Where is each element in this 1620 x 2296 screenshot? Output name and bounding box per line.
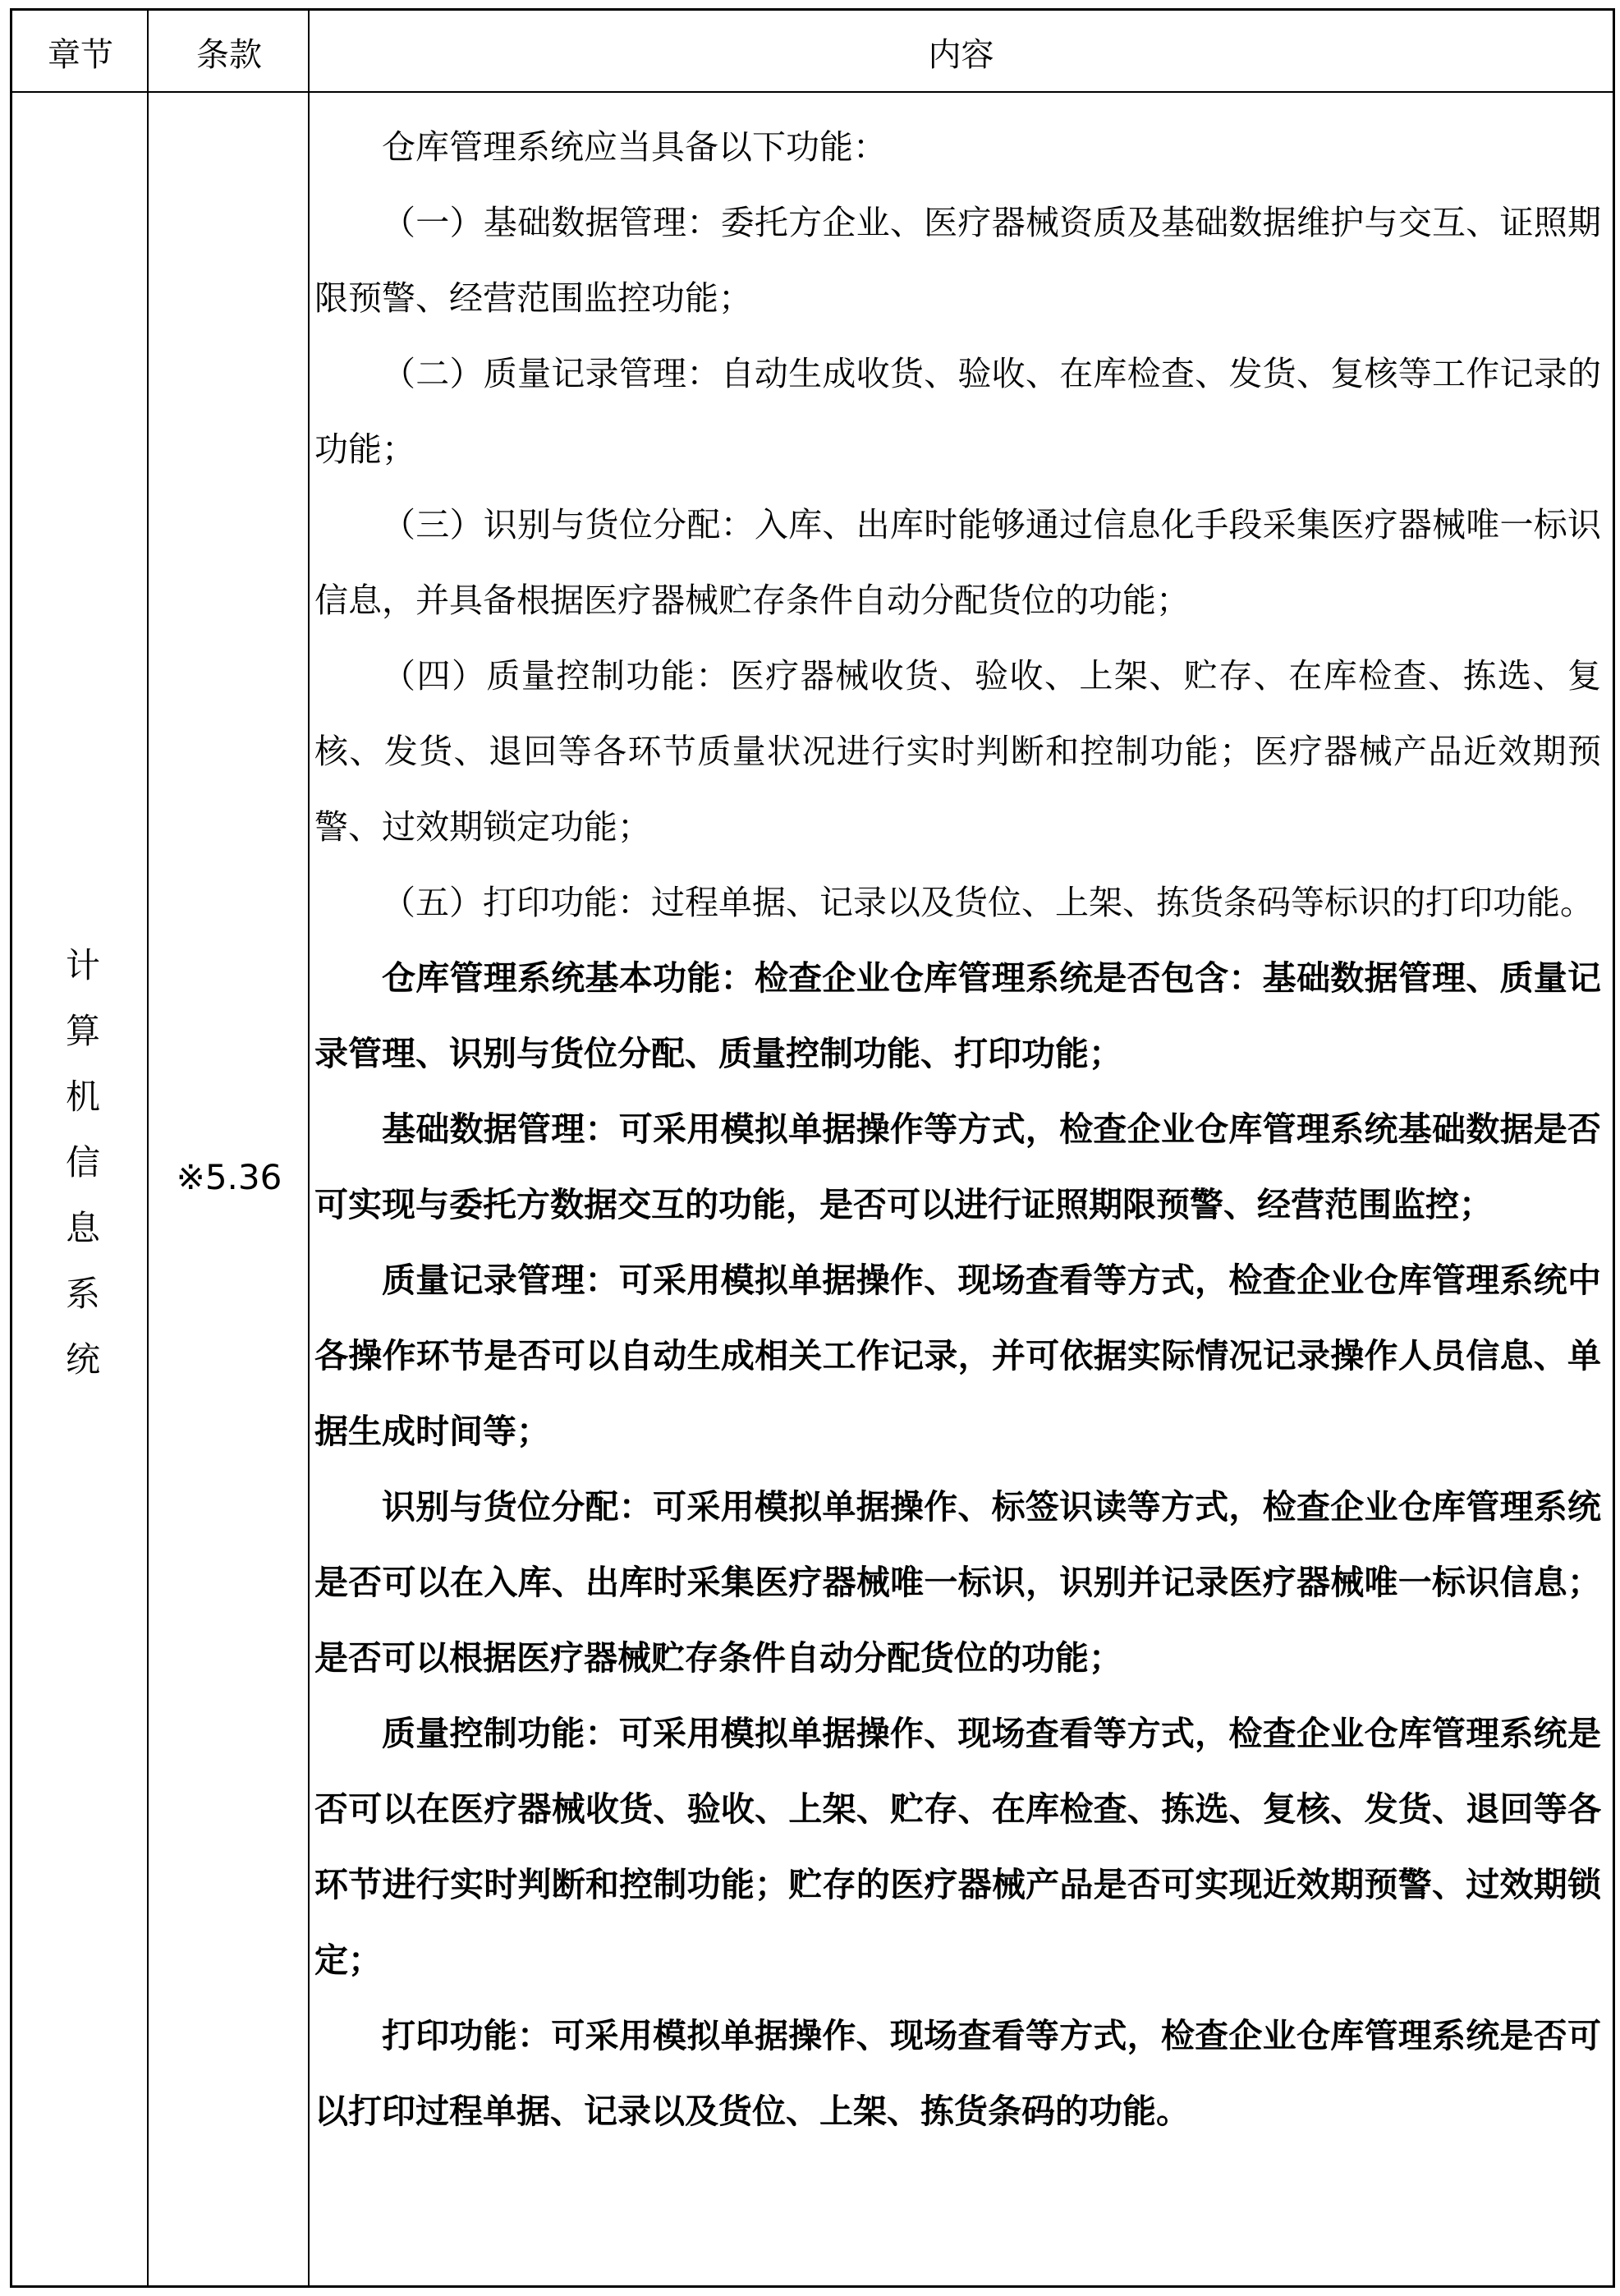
content-paragraph: （四）质量控制功能：医疗器械收货、验收、上架、贮存、在库检查、拣选、复核、发货、退回等各环节质量状况进行实时判断和控制功能；医疗器械产品近效期预警、过效期锁定功能； [314,656,1601,847]
content-paragraph-bold: 基础数据管理：可采用模拟单据操作等方式，检查企业仓库管理系统基础数据是否可实现与委托方数据交互的功能，是否可以进行证照期限预警、经营范围监控； [314,1109,1601,1224]
chapter-cell [12,93,149,2285]
content-paragraph: （三）识别与货位分配：入库、出库时能够通过信息化手段采集医疗器械唯一标识信息，并具备根据医疗器械贮存条件自动分配货位的功能； [314,505,1601,620]
content-paragraph: （五）打印功能：过程单据、记录以及货位、上架、拣货条码等标识的打印功能。 [382,883,1594,922]
inspection-table [10,8,1615,2288]
content-paragraph-bold: 识别与货位分配：可采用模拟单据操作、标签识读等方式，检查企业仓库管理系统是否可以在入库、出库时采集医疗器械唯一标识，识别并记录医疗器械唯一标识信息；是否可以根据医疗器械贮存条件自动分配货位的功能； [314,1487,1601,1678]
content-paragraph-bold: 质量记录管理：可采用模拟单据操作、现场查看等方式，检查企业仓库管理系统中各操作环节是否可以自动生成相关工作记录，并可依据实际情况记录操作人员信息、单据生成时间等； [314,1261,1601,1451]
content-paragraph: （二）质量记录管理：自动生成收货、验收、在库检查、发货、复核等工作记录的功能； [314,354,1601,469]
content-cell [310,93,1613,2285]
clause-cell: ※5.36 [176,1156,282,1197]
header-chapter: 章节 [48,35,113,74]
content-paragraph: 仓库管理系统应当具备以下功能： [382,127,887,167]
content-paragraph-bold: 质量控制功能：可采用模拟单据操作、现场查看等方式，检查企业仓库管理系统是否可以在医疗器械收货、验收、上架、贮存、在库检查、拣选、复核、发货、退回等各环节进行实时判断和控制功能；贮存的医疗器械产品是否可实现近效期预警、过效期锁定； [314,1714,1601,1980]
content-paragraph-bold: 仓库管理系统基本功能：检查企业仓库管理系统是否包含：基础数据管理、质量记录管理、识别与货位分配、质量控制功能、打印功能； [314,958,1601,1073]
content-paragraph: （一）基础数据管理：委托方企业、医疗器械资质及基础数据维护与交互、证照期限预警、经营范围监控功能； [314,203,1601,318]
content-paragraph-bold: 打印功能：可采用模拟单据操作、现场查看等方式，检查企业仓库管理系统是否可以打印过程单据、记录以及货位、上架、拣货条码的功能。 [314,2016,1601,2131]
header-clause: 条款 [196,35,262,74]
header-content: 内容 [928,35,994,74]
chapter-text: 计算机信息系统 [61,947,101,1407]
